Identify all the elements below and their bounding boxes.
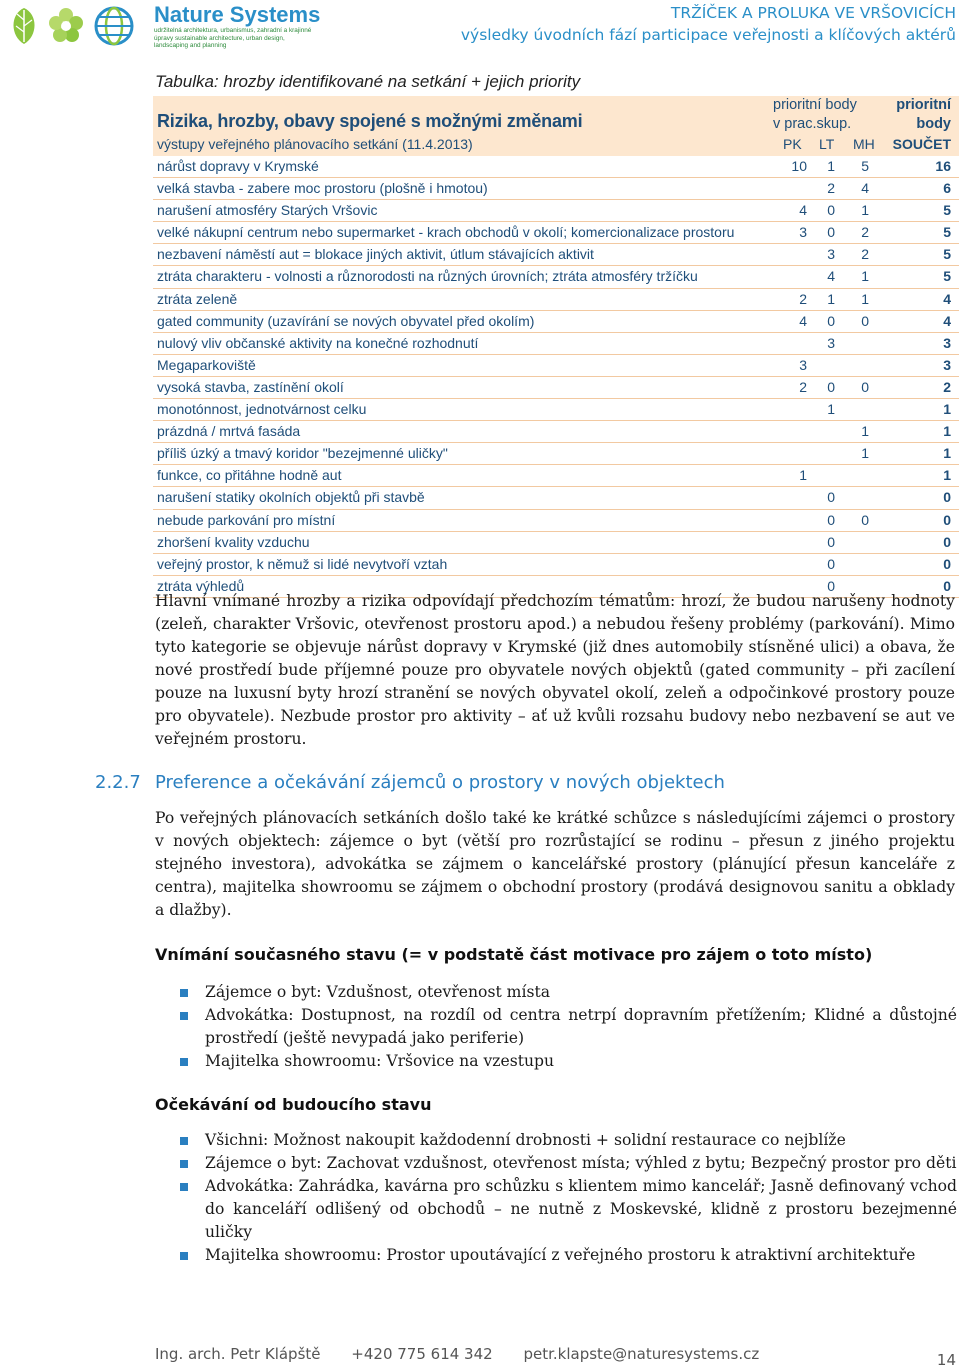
table-row (153, 532, 959, 554)
row-lt: 0 (827, 533, 835, 550)
document-title (461, 2, 956, 46)
square-bullet-icon (180, 1137, 188, 1145)
brand (154, 3, 320, 50)
row-mh: 2 (861, 246, 869, 263)
row-label: nulový vliv občanské aktivity na konečné rozhodnutí (157, 334, 479, 351)
row-label: Megaparkoviště (157, 356, 256, 373)
row-sum: 3 (943, 334, 951, 351)
square-bullet-icon (180, 1183, 188, 1191)
square-bullet-icon (180, 1058, 188, 1066)
document-title-line1: TRŽÍČEK A PROLUKA VE VRŠOVICÍCH (670, 4, 956, 22)
row-pk: 1 (799, 467, 807, 484)
row-label: nárůst dopravy v Krymské (157, 158, 319, 174)
current-state-list (180, 981, 957, 1073)
table-row (153, 266, 959, 288)
column-header-sum: SOUČET (892, 136, 951, 152)
row-sum: 5 (943, 268, 951, 285)
row-pk: 2 (799, 290, 807, 307)
points-label-line1: prioritní body (773, 97, 857, 113)
row-sum: 1 (943, 423, 951, 440)
table-subtitle: výstupy veřejného plánovacího setkání (11.4.2013) (157, 136, 473, 152)
table-row (153, 355, 959, 377)
page-number: 14 (936, 1351, 956, 1369)
row-label: zhoršení kvality vzduchu (157, 533, 310, 550)
row-sum: 1 (943, 401, 951, 418)
table-row (153, 200, 959, 222)
row-lt: 4 (827, 268, 835, 285)
row-lt: 1 (827, 158, 835, 174)
list-item-text: Advokátka: Zahrádka, kavárna pro schůzku s klientem mimo kancelář; Jasně definovaný vchod do kanceláří odlišený od obchodů – ne nutně z Moskevské, klidně z prostoru bezejmenné uličky (205, 1177, 957, 1241)
row-label: vysoká stavba, zastínění okolí (157, 378, 344, 395)
table-caption: Tabulka: hrozby identifikované na setkání + jejich priority (155, 72, 581, 91)
risk-priority-table (153, 96, 959, 598)
row-mh: 1 (861, 423, 869, 440)
table-row (153, 222, 959, 244)
brand-tagline: udržitelná architektura, urbanismus, zahradní a krajinné úpravy sustainable architecture, urban design, landscaping and planning (154, 27, 312, 50)
list-item-text: Zájemce o byt: Vzdušnost, otevřenost místa (205, 983, 551, 1001)
row-mh: 0 (861, 378, 869, 395)
table-row (153, 178, 959, 200)
row-sum: 5 (943, 246, 951, 263)
square-bullet-icon (180, 1012, 188, 1020)
footer-email: petr.klapste@naturesystems.cz (523, 1345, 760, 1363)
table-title: Rizika, hrozby, obavy spojené s možnými změnami (157, 111, 583, 131)
list-item (180, 981, 957, 1004)
table-row (153, 289, 959, 311)
row-mh: 1 (861, 445, 869, 462)
square-bullet-icon (180, 1252, 188, 1260)
table-row (153, 510, 959, 532)
table-row (153, 399, 959, 421)
row-lt: 1 (827, 401, 835, 418)
table-row (153, 311, 959, 333)
page-header (0, 0, 960, 52)
row-label: velká stavba - zabere moc prostoru (plošně i hmotou) (157, 180, 488, 197)
row-sum: 16 (935, 158, 951, 174)
row-label: ztráta charakteru - volnosti a různorodosti na různých úrovních; ztráta atmosféry tržíčku (157, 268, 698, 285)
row-lt: 0 (827, 489, 835, 506)
row-pk: 4 (799, 202, 807, 219)
row-sum: 0 (943, 555, 951, 572)
list-item (180, 1175, 957, 1244)
page-footer (155, 1345, 785, 1363)
expectations-list (180, 1129, 957, 1267)
row-sum: 5 (943, 202, 951, 219)
row-label: monotónnost, jednotvárnost celku (157, 401, 367, 418)
document-title-line2: výsledky úvodních fází participace veřejnosti a klíčových aktérů (460, 26, 956, 44)
table-row (153, 487, 959, 509)
list-item-text: Majitelka showroomu: Vršovice na vzestupu (205, 1052, 555, 1070)
row-pk: 4 (799, 312, 807, 329)
row-label: velké nákupní centrum nebo supermarket - krach obchodů v okolí; komercionalizace prostoru (157, 224, 735, 241)
row-sum: 4 (943, 290, 951, 307)
row-label: prázdná / mrtvá fasáda (157, 423, 301, 440)
list-item (180, 1004, 957, 1050)
row-lt: 3 (827, 334, 835, 351)
row-sum: 2 (943, 378, 951, 395)
interested-parties-paragraph: Po veřejných plánovacích setkáních došlo také ke krátké schůzce s následujícími zájemci o prostory v nových objektech: zájemce o byt (větší pro rozrůstající se rodinu – přesun z jiného projektu stejného investora), advokátka se zájmem o kancelářské prostory (plánující přesun kanceláře z centra), majitelka showroomu se zájmem o obchodní prostory (prodává designovou sanitu a obklady a dlažby). (155, 809, 955, 919)
row-pk: 3 (799, 356, 807, 373)
row-pk: 10 (791, 158, 807, 174)
column-header-pk: PK (783, 136, 802, 152)
row-label: narušení atmosféry Starých Vršovic (157, 202, 378, 219)
row-sum: 3 (943, 356, 951, 373)
row-mh: 1 (861, 202, 869, 219)
row-mh: 0 (861, 312, 869, 329)
section-number: 2.2.7 (95, 772, 141, 793)
column-header-lt: LT (819, 136, 835, 152)
row-sum: 1 (943, 467, 951, 484)
section-title: Preference a očekávání zájemců o prostory v nových objektech (155, 772, 725, 793)
row-sum: 1 (943, 445, 951, 462)
list-item-text: Majitelka showroomu: Prostor upoutávající z veřejného prostoru k atraktivní architektuře (205, 1246, 916, 1264)
brand-name: Nature Systems (154, 2, 321, 27)
priority-label-line2: body (916, 116, 951, 132)
row-sum: 6 (943, 180, 951, 197)
row-mh: 0 (861, 511, 869, 528)
row-sum: 4 (943, 312, 951, 329)
list-item (180, 1050, 957, 1073)
row-mh: 2 (861, 224, 869, 241)
row-lt: 1 (827, 290, 835, 307)
table-row (153, 465, 959, 487)
section-heading (95, 772, 725, 793)
expectations-heading: Očekávání od budoucího stavu (155, 1095, 432, 1114)
row-label: příliš úzký a tmavý koridor "bezejmenné uličky" (157, 445, 448, 462)
row-sum: 0 (943, 577, 951, 594)
row-mh: 1 (861, 268, 869, 285)
row-sum: 5 (943, 224, 951, 241)
list-item (180, 1129, 957, 1152)
row-label: ztráta zeleně (157, 290, 238, 307)
row-label: funkce, co přitáhne hodně aut (157, 467, 342, 484)
nature-systems-logo-icon (2, 2, 150, 50)
current-state-heading: Vnímání současného stavu (= v podstatě část motivace pro zájem o toto místo) (155, 945, 873, 964)
row-label: ztráta výhledů (157, 577, 245, 594)
row-lt: 0 (827, 202, 835, 219)
row-mh: 1 (861, 290, 869, 307)
list-item-text: Advokátka: Dostupnost, na rozdíl od centra netrpí dopravním přetížením; Klidné a důstojné prostředí (ještě nevypadá jako periferie) (205, 1006, 957, 1047)
list-item (180, 1244, 957, 1267)
row-label: veřejný prostor, k němuž si lidé nevytvoří vztah (157, 555, 448, 572)
points-label-line2: v prac.skup. (773, 116, 852, 132)
row-sum: 0 (943, 533, 951, 550)
list-item-text: Všichni: Možnost nakoupit každodenní drobnosti + solidní restaurace co nejblíže (205, 1131, 846, 1149)
row-lt: 3 (827, 246, 835, 263)
table-row (153, 333, 959, 355)
footer-author: Ing. arch. Petr Klápště (155, 1345, 321, 1363)
square-bullet-icon (180, 1160, 188, 1168)
row-sum: 0 (943, 489, 951, 506)
priority-label-line1: prioritní (896, 97, 951, 113)
table-row (153, 156, 959, 178)
column-header-mh: MH (853, 136, 875, 152)
row-sum: 0 (943, 511, 951, 528)
row-lt: 0 (827, 312, 835, 329)
threats-summary-paragraph: Hlavní vnímané hrozby a rizika odpovídají předchozím tématům: hrozí, že budou narušeny hodnoty (zeleň, charakter Vršovic, otevřenost prostoru apod.) a nebudou řešeny problémy (parkování). Mimo tyto kategorie se objevuje nárůst dopravy v Krymské (již dnes automobily stísněné ulici) a obava, že nové prostředí bude příjemné pouze pro obyvatele nových objektů (gated community – při zacílení pouze na luxusní byty hrozí stranění se nových obyvatel okolí, zeleň a odpočinkové prostory pouze pro obyvatele). Nezbude prostor pro aktivity – ať už kvůli rozsahu budovy nebo nezbavení se aut ve veřejném prostoru. (155, 592, 955, 748)
list-item-text: Zájemce o byt: Zachovat vzdušnost, otevřenost místa; výhled z bytu; Bezpečný prostor pro děti (205, 1154, 957, 1172)
row-label: nezbavení náměstí aut = blokace jiných aktivit, útlum stávajících aktivit (157, 246, 594, 263)
row-lt: 2 (827, 180, 835, 197)
table-row (153, 421, 959, 443)
row-mh: 5 (861, 158, 869, 174)
table-row (153, 554, 959, 576)
row-lt: 0 (827, 555, 835, 572)
square-bullet-icon (180, 989, 188, 997)
row-label: nebude parkování pro místní (157, 511, 336, 528)
row-lt: 0 (827, 511, 835, 528)
row-pk: 3 (799, 224, 807, 241)
row-label: gated community (uzavírání se nových obyvatel před okolím) (157, 312, 535, 329)
list-item (180, 1152, 957, 1175)
row-lt: 0 (827, 378, 835, 395)
row-lt: 0 (827, 577, 835, 594)
row-mh: 4 (861, 180, 869, 197)
table-row (153, 443, 959, 465)
table-header (153, 96, 959, 156)
footer-phone: +420 775 614 342 (351, 1345, 493, 1363)
row-pk: 2 (799, 378, 807, 395)
table-row (153, 244, 959, 266)
table-row (153, 377, 959, 399)
row-label: narušení statiky okolních objektů při stavbě (157, 489, 425, 506)
row-lt: 0 (827, 224, 835, 241)
